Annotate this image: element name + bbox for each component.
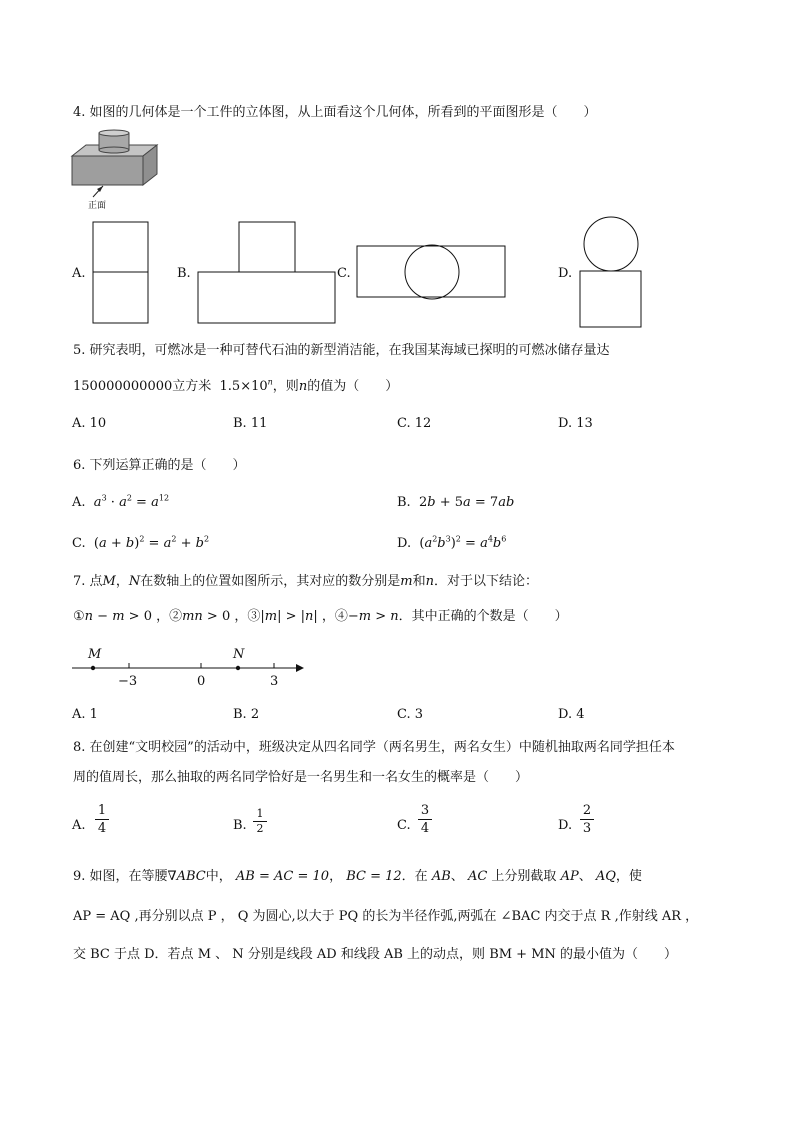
q5-number: 150000000000立方米: [73, 379, 212, 394]
q8-option-d-fraction: 2 3: [580, 803, 594, 836]
q9-line3: 交 BC 于点 D．若点 M 、 N 分别是线段 AD 和线段 AB 上的动点，则 BM + MN 的最小值为（ ）: [73, 947, 678, 962]
q5-stem: 5. 研究表明，可燃冰是一种可替代石油的新型消洁能，在我国某海域已探明的可燃冰储存量达: [73, 343, 610, 358]
q6-option-a: A. $a^3 \cdot a^2 = a^{12}$: [72, 493, 170, 510]
q7-option-a: A. 1: [72, 707, 98, 722]
q7-axis-label-m: M: [88, 647, 102, 662]
q4-option-a-label: A.: [72, 266, 86, 281]
q4-option-c-label: C.: [337, 266, 351, 281]
q4-stem: 4. 如图的几何体是一个工件的立体图，从上面看这个几何体，所看到的平面图形是（ ）: [73, 105, 597, 120]
q7-conclusions: ①n − m > 0 ，②mn > 0 ，③|m| > |n| ，④−m > n．其中正确的个数是（ ）: [73, 609, 568, 624]
q4-option-c-figure: [357, 245, 505, 299]
q8-line2: 周的值周长，那么抽取的两名同学恰好是一名男生和一名女生的概率是（ ）: [73, 770, 529, 785]
q7-option-d: D. 4: [558, 707, 585, 722]
q5-sci: 1.5×10: [219, 379, 268, 394]
q4-front-label: 正面: [88, 201, 107, 211]
q5-option-d: D. 13: [558, 416, 593, 431]
q4-option-b-figure: [198, 222, 335, 323]
q4-option-b-label: B.: [177, 266, 191, 281]
q6-option-d: D. $(a^2b^3)^2 = a^4b^6$: [397, 534, 507, 551]
q9-line1: 9. 如图，在等腰∇ABC中， AB = AC = 10， BC = 12．在 AB、 AC 上分别截取 AP、 AQ，使: [73, 869, 642, 884]
q4-option-d-label: D.: [558, 266, 573, 281]
q7-tick-3: 3: [270, 674, 279, 689]
q7-tick-0: 0: [197, 674, 206, 689]
q8-option-b-fraction: 1 2: [253, 808, 267, 835]
q7-tick-neg3: −3: [118, 674, 138, 689]
q7-option-b: B. 2: [233, 707, 260, 722]
q4-solid-figure: [72, 130, 157, 197]
q6-option-b: B. 2b + 5a = 7ab: [397, 495, 515, 510]
q6-option-c: C. $(a + b)^2 = a^2 + b^2$: [72, 534, 210, 551]
q7-option-c: C. 3: [397, 707, 424, 722]
q8-option-a-label: A.: [72, 818, 86, 833]
q4-option-d-figure: [580, 217, 641, 327]
q8-option-c-fraction: 3 4: [418, 803, 432, 836]
q5-line2: 150000000000立方米 $1.5\times 10^n$，则n的值为（ ）: [73, 377, 399, 394]
q8-option-b-label: B.: [233, 818, 247, 833]
q9-line2: AP = AQ ,再分别以点 P ， Q 为圆心,以大于 PQ 的长为半径作弧,两弧在 ∠BAC 内交于点 R ,作射线 AR ，: [73, 909, 699, 924]
q8-option-a-fraction: 1 4: [95, 803, 109, 836]
q8-line1: 8. 在创建“文明校园”的活动中，班级决定从四名同学（两名男生，两名女生）中随机抽取两名同学担任本: [73, 740, 675, 755]
q7-number-line: [72, 663, 304, 672]
q6-stem: 6. 下列运算正确的是（ ）: [73, 458, 246, 473]
q5-option-b: B. 11: [233, 416, 268, 431]
q5-exp: n: [267, 377, 273, 387]
q5-option-c: C. 12: [397, 416, 432, 431]
q8-option-d-label: D.: [558, 818, 573, 833]
q4-option-a-figure: [93, 222, 148, 323]
q8-option-c-label: C.: [397, 818, 411, 833]
q7-stem: 7. 点M，N在数轴上的位置如图所示，其对应的数分别是m和n．对于以下结论：: [73, 574, 538, 589]
q5-option-a: A. 10: [72, 416, 107, 431]
q7-axis-label-n: N: [233, 647, 245, 662]
